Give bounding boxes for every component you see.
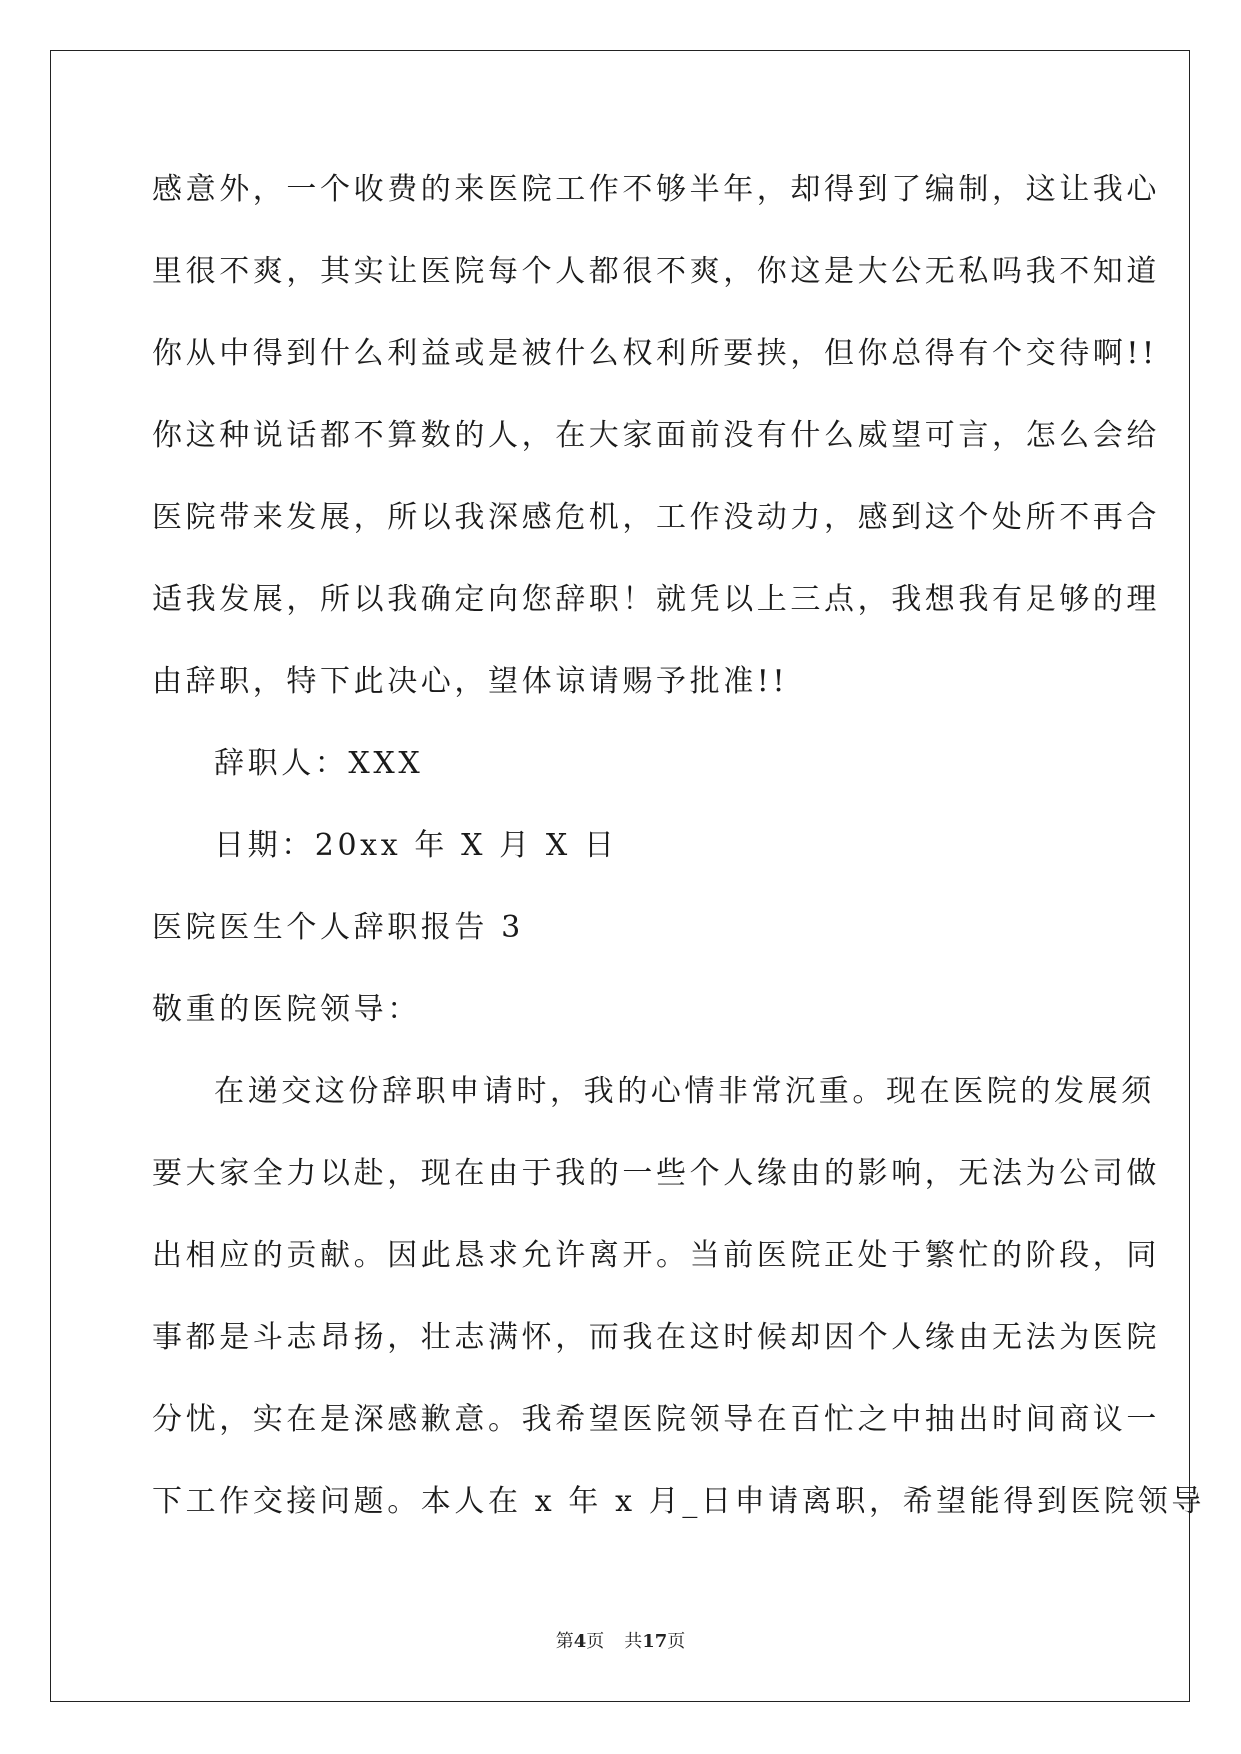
section-title: 医院医生个人辞职报告 3 bbox=[152, 910, 524, 945]
footer-page-unit: 页 bbox=[586, 1631, 605, 1652]
body-line: 适我发展，所以我确定向您辞职！就凭以上三点，我想我有足够的理 bbox=[152, 582, 1160, 617]
document-body bbox=[152, 160, 1205, 1554]
footer-total-pages: 17 bbox=[642, 1631, 668, 1652]
footer-page-number: 4 bbox=[573, 1631, 587, 1652]
body-line: 分忧，实在是深感歉意。我希望医院领导在百忙之中抽出时间商议一 bbox=[152, 1402, 1160, 1437]
footer-total-unit: 页 bbox=[667, 1631, 686, 1652]
body-line: 下工作交接问题。本人在 x 年 x 月_日申请离职，希望能得到医院领导 bbox=[152, 1484, 1205, 1519]
body-line: 你从中得到什么利益或是被什么权利所要挟，但你总得有个交待啊!! bbox=[152, 336, 1158, 371]
body-line: 你这种说话都不算数的人，在大家面前没有什么威望可言，怎么会给 bbox=[152, 418, 1160, 453]
footer-total-prefix: 共 bbox=[624, 1631, 643, 1652]
body-line: 里很不爽，其实让医院每个人都很不爽，你这是大公无私吗我不知道 bbox=[152, 254, 1160, 289]
body-line: 感意外，一个收费的来医院工作不够半年，却得到了编制，这让我心 bbox=[152, 172, 1160, 207]
body-line: 医院带来发展，所以我深感危机，工作没动力，感到这个处所不再合 bbox=[152, 500, 1160, 535]
body-line: 在递交这份辞职申请时，我的心情非常沉重。现在医院的发展须 bbox=[214, 1074, 1155, 1109]
footer-page-prefix: 第 bbox=[555, 1631, 574, 1652]
body-line: 事都是斗志昂扬，壮志满怀，而我在这时候却因个人缘由无法为医院 bbox=[152, 1320, 1160, 1355]
body-line: 由辞职，特下此决心，望体谅请赐予批准!! bbox=[152, 664, 789, 699]
body-line: 出相应的贡献。因此恳求允许离开。当前医院正处于繁忙的阶段，同 bbox=[152, 1238, 1160, 1273]
salutation: 敬重的医院领导： bbox=[152, 992, 421, 1027]
body-line: 要大家全力以赴，现在由于我的一些个人缘由的影响，无法为公司做 bbox=[152, 1156, 1160, 1191]
signature-name: 辞职人：XXX bbox=[214, 746, 424, 781]
signature-date: 日期：20xx 年 X 月 X 日 bbox=[214, 828, 618, 863]
page-footer bbox=[0, 1627, 1241, 1653]
